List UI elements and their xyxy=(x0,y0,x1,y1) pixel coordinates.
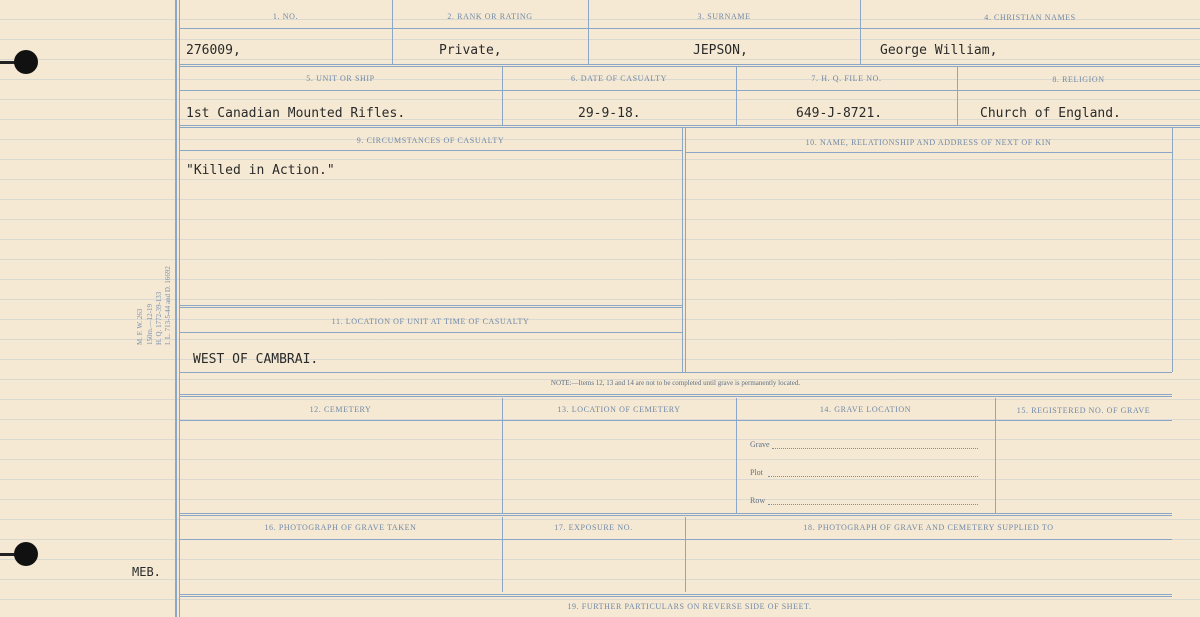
form-number-print-2: 150m.—12-19 xyxy=(146,303,154,345)
form-number-print-4: I. L. 713-5-44 and D. 16692 xyxy=(164,266,172,345)
note-text: NOTE:—Items 12, 13 and 14 are not to be completed until grave is permanently located. xyxy=(550,379,801,387)
form-number-print-3: H. Q. 1772-39-133 xyxy=(155,291,163,345)
row2-bottom-rule xyxy=(179,125,1200,128)
hq-file-label: 7. H. Q. FILE NO. xyxy=(811,74,882,83)
surname-label: 3. SURNAME xyxy=(697,12,751,21)
photograph-taken-label: 16. PHOTOGRAPH OF GRAVE TAKEN xyxy=(264,523,417,532)
location-of-unit-label: 11. LOCATION OF UNIT AT TIME OF CASUALTY xyxy=(331,317,530,326)
rank-label: 2. RANK OR RATING xyxy=(447,12,533,21)
date-label: 6. DATE OF CASUALTY xyxy=(570,74,667,83)
hq-file-value: 649-J-8721. xyxy=(796,106,883,121)
rank-value: Private, xyxy=(439,43,502,58)
footer-top-rule xyxy=(179,594,1172,597)
left-margin-line xyxy=(175,0,177,617)
photograph-supplied-label: 18. PHOTOGRAPH OF GRAVE AND CEMETERY SUPPLIED TO xyxy=(803,523,1054,532)
punch-hole-bottom xyxy=(14,542,38,566)
form-number-print: M. F. W. 263 xyxy=(136,308,144,345)
further-particulars-label: 19. FURTHER PARTICULARS ON REVERSE SIDE OF SHEET. xyxy=(567,602,812,611)
location-top-rule xyxy=(179,305,682,308)
clerk-initials: MEB. xyxy=(132,565,161,579)
location-of-unit-value: WEST OF CAMBRAI. xyxy=(193,352,319,367)
grave-location-label: 14. GRAVE LOCATION xyxy=(819,405,912,414)
grave-field-line xyxy=(772,448,978,449)
location-of-cemetery-label: 13. LOCATION OF CEMETERY xyxy=(557,405,681,414)
christian-names-label: 4. CHRISTIAN NAMES xyxy=(984,13,1076,22)
row-field-line xyxy=(768,504,978,505)
no-label: 1. NO. xyxy=(272,12,299,21)
circumstances-label: 9. CIRCUMSTANCES OF CASUALTY xyxy=(356,136,505,145)
next-of-kin-label: 10. NAME, RELATIONSHIP AND ADDRESS OF NEXT OF KIN xyxy=(805,138,1052,147)
registered-no-label: 15. REGISTERED NO. OF GRAVE xyxy=(1016,406,1151,415)
punch-hole-top xyxy=(14,50,38,74)
exposure-no-label: 17. EXPOSURE NO. xyxy=(554,523,633,532)
cemetery-top-rule xyxy=(179,394,1172,397)
plot-field-label: Plot xyxy=(750,468,763,477)
service-number: 276009, xyxy=(186,43,241,58)
cemetery-label: 12. CEMETERY xyxy=(309,405,372,414)
religion-value: Church of England. xyxy=(980,106,1121,121)
unit-value: 1st Canadian Mounted Rifles. xyxy=(186,106,406,121)
religion-label: 8. RELIGION xyxy=(1052,75,1105,84)
row-field-label: Row xyxy=(750,496,766,505)
grave-field-label: Grave xyxy=(750,440,770,449)
unit-label: 5. UNIT OR SHIP xyxy=(306,74,375,83)
circumstances-value: "Killed in Action." xyxy=(186,163,335,178)
date-value: 29-9-18. xyxy=(578,106,641,121)
christian-names-value: George William, xyxy=(880,43,998,58)
surname-value: JEPSON, xyxy=(693,43,748,58)
plot-field-line xyxy=(768,476,978,477)
photo-top-rule xyxy=(179,513,1172,516)
row1-bottom-rule xyxy=(179,64,1200,67)
